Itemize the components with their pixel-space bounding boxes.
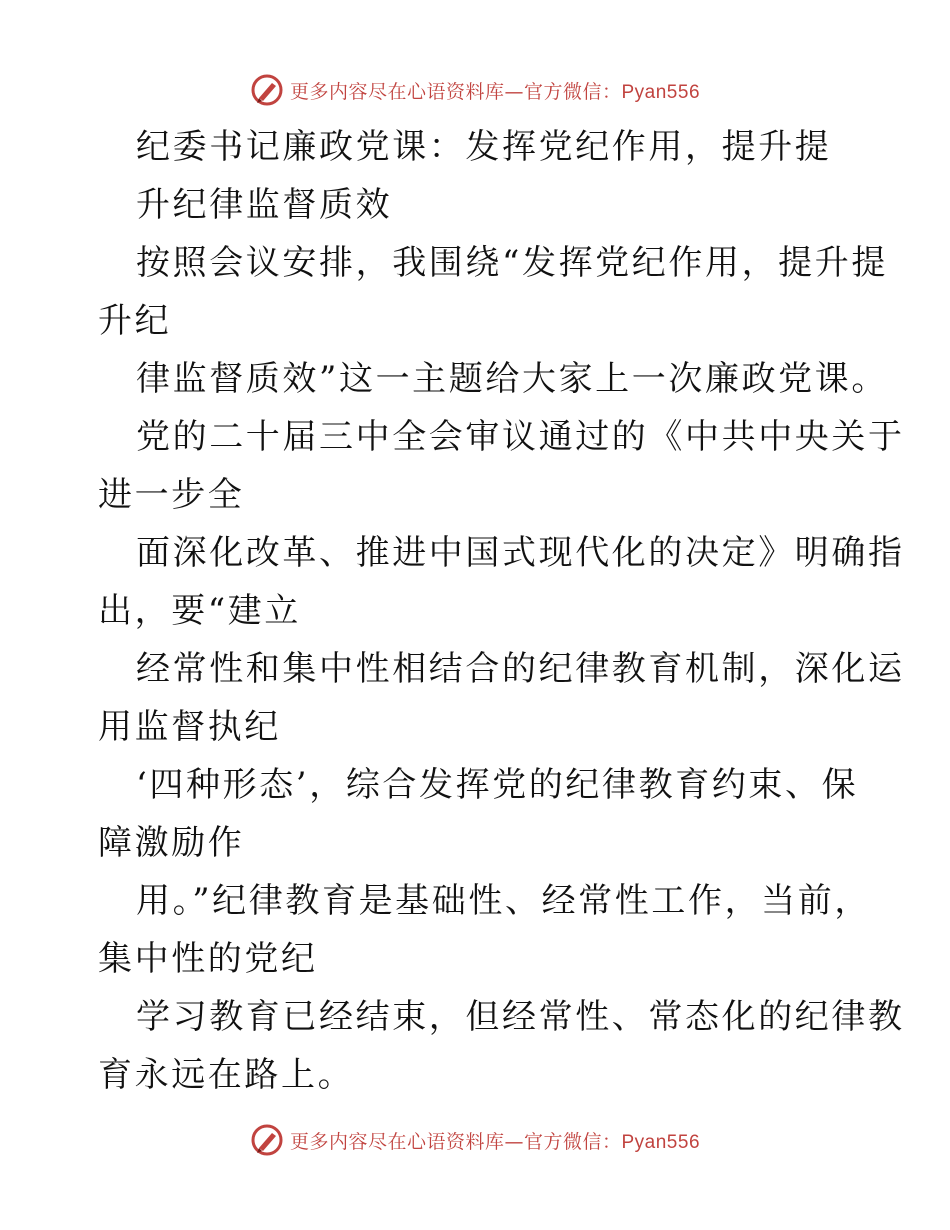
paragraph-line: 育永远在路上。 [98,1055,355,1095]
footer-watermark-text [290,1127,700,1154]
paragraph-line: 进一步全 [98,475,245,515]
paragraph-line: 经常性和集中性相结合的纪律教育机制，深化运 [136,649,905,689]
pen-logo-icon [250,73,284,107]
title-line-2: 升纪律监督质效 [136,185,393,225]
page-footer-watermark [0,1120,950,1160]
title-line-1: 纪委书记廉政党课：发挥党纪作用，提升提 [136,127,832,167]
paragraph-line: 用。”纪律教育是基础性、经常性工作，当前， [136,881,871,921]
paragraph-line: 障激励作 [98,823,245,863]
page-header-watermark [0,70,950,110]
header-watermark-text [290,77,700,104]
paragraph-line: ‘四种形态’，综合发挥党的纪律教育约束、保 [136,765,859,805]
paragraph-line: 面深化改革、推进中国式现代化的决定》明确指 [136,533,905,573]
pen-logo-icon [250,1123,284,1157]
paragraph-line: 用监督执纪 [98,707,281,747]
paragraph-line: 律监督质效”这一主题给大家上一次廉政党课。 [136,359,888,399]
header-watermark-label: 官方微信： [523,80,622,103]
paragraph-line: 升纪 [98,301,172,341]
paragraph-line: 集中性的党纪 [98,939,318,979]
document-body [98,118,905,1104]
footer-watermark-label: 官方微信： [523,1130,622,1153]
header-watermark-id: Pyan556 [621,81,701,103]
footer-watermark-dash: — [504,1130,524,1153]
header-watermark-brand: 更多内容尽在心语资料库 [289,80,505,103]
footer-watermark-id: Pyan556 [621,1131,701,1153]
header-watermark-dash: — [504,80,524,103]
paragraph-line: 党的二十届三中全会审议通过的《中共中央关于 [136,417,905,457]
footer-watermark-brand: 更多内容尽在心语资料库 [289,1130,505,1153]
paragraph-line: 出，要“建立 [98,591,301,631]
paragraph-line: 学习教育已经结束，但经常性、常态化的纪律教 [136,997,905,1037]
paragraph-line: 按照会议安排，我围绕“发挥党纪作用，提升提 [136,243,888,283]
